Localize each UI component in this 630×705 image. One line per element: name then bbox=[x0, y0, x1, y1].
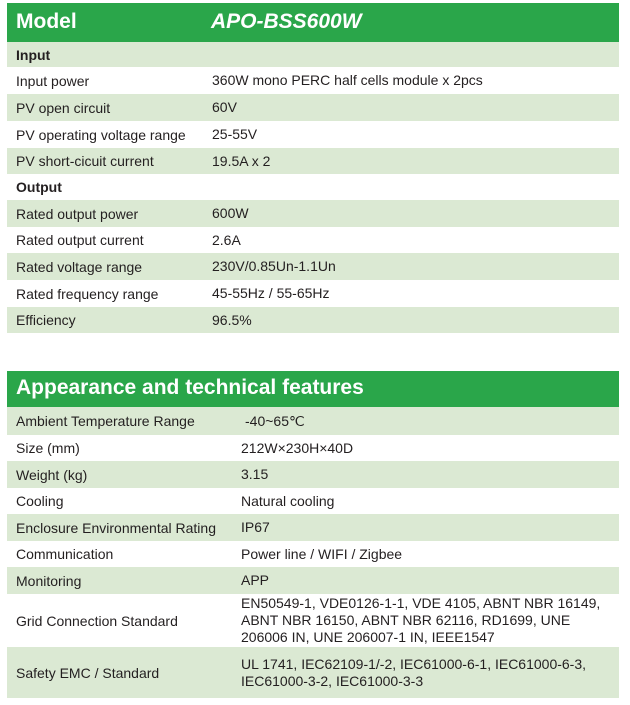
row-key: Cooling bbox=[16, 493, 64, 509]
table-row bbox=[7, 647, 619, 698]
table-row bbox=[7, 200, 619, 227]
row-key: Ambient Temperature Range bbox=[16, 413, 195, 429]
row-value: Natural cooling bbox=[241, 492, 335, 509]
row-value: EN50549-1, VDE0126-1-1, VDE 4105, ABNT NBR 16149, ABNT NBR 16150, ABNT NBR 62116, RD1699, UNE 206006 IN, UNE 206007-1 IN, IEEE1547 bbox=[241, 595, 601, 645]
table-row bbox=[7, 567, 619, 594]
row-key: Rated voltage range bbox=[16, 258, 143, 275]
table-row bbox=[7, 94, 619, 121]
table-row bbox=[7, 67, 619, 94]
row-key: Enclosure Environmental Rating bbox=[16, 519, 216, 536]
row-key: Grid Connection Standard bbox=[16, 612, 178, 629]
row-value: 25-55V bbox=[212, 126, 258, 142]
row-key: PV short-cicuit current bbox=[16, 153, 154, 169]
row-key: Rated output power bbox=[16, 205, 139, 222]
row-value: 19.5A x 2 bbox=[212, 152, 271, 169]
row-value: 230V/0.85Un-1.1Un bbox=[212, 258, 336, 274]
row-key: PV open circuit bbox=[16, 99, 111, 116]
row-value: 45-55Hz / 55-65Hz bbox=[212, 285, 330, 301]
row-key: Safety EMC / Standard bbox=[16, 664, 160, 681]
row-key: Communication bbox=[16, 546, 114, 562]
appearance-header bbox=[7, 371, 619, 407]
row-value: 360W mono PERC half cells module x 2pcs bbox=[212, 72, 483, 88]
row-value: 600W bbox=[212, 205, 249, 221]
model-spec-table bbox=[7, 3, 619, 333]
row-key: Efficiency bbox=[16, 312, 76, 328]
row-value: APP bbox=[241, 572, 270, 588]
row-key: Weight (kg) bbox=[16, 466, 88, 483]
row-key: PV operating voltage range bbox=[16, 126, 186, 143]
row-key: Rated frequency range bbox=[16, 285, 159, 302]
input-section-heading: Input bbox=[7, 42, 619, 67]
table-row bbox=[7, 407, 619, 435]
product-name: APO-BSS600W bbox=[211, 10, 362, 33]
row-value: IP67 bbox=[241, 519, 270, 535]
row-value: 2.6A bbox=[212, 231, 241, 248]
table-row bbox=[7, 121, 619, 148]
model-header bbox=[7, 3, 619, 42]
table-row bbox=[7, 435, 619, 461]
table-row bbox=[7, 253, 619, 280]
table-row bbox=[7, 541, 619, 567]
row-value: -40~65℃ bbox=[245, 412, 305, 429]
model-label: Model bbox=[16, 10, 77, 33]
row-value: 212W×230H×40D bbox=[241, 439, 354, 456]
row-value: Power line / WIFI / Zigbee bbox=[241, 545, 403, 562]
table-row bbox=[7, 461, 619, 488]
table-row bbox=[7, 594, 619, 647]
row-key: Rated output current bbox=[16, 232, 144, 248]
table-row bbox=[7, 148, 619, 174]
table-row bbox=[7, 488, 619, 514]
appearance-title: Appearance and technical features bbox=[16, 376, 364, 399]
row-value: 3.15 bbox=[241, 466, 269, 482]
table-row bbox=[7, 514, 619, 541]
row-value: UL 1741, IEC62109-1/-2, IEC61000-6-1, IEC61000-6-3, IEC61000-3-2, IEC61000-3-3 bbox=[241, 655, 587, 689]
output-section-heading: Output bbox=[16, 179, 62, 195]
row-key: Monitoring bbox=[16, 572, 82, 589]
appearance-spec-table bbox=[7, 371, 619, 698]
table-row bbox=[7, 227, 619, 253]
row-value: 96.5% bbox=[212, 311, 252, 328]
row-key: Input power bbox=[16, 72, 90, 89]
row-value: 60V bbox=[212, 99, 237, 115]
table-row bbox=[7, 280, 619, 307]
table-row bbox=[7, 307, 619, 333]
row-key: Size (mm) bbox=[16, 440, 80, 456]
